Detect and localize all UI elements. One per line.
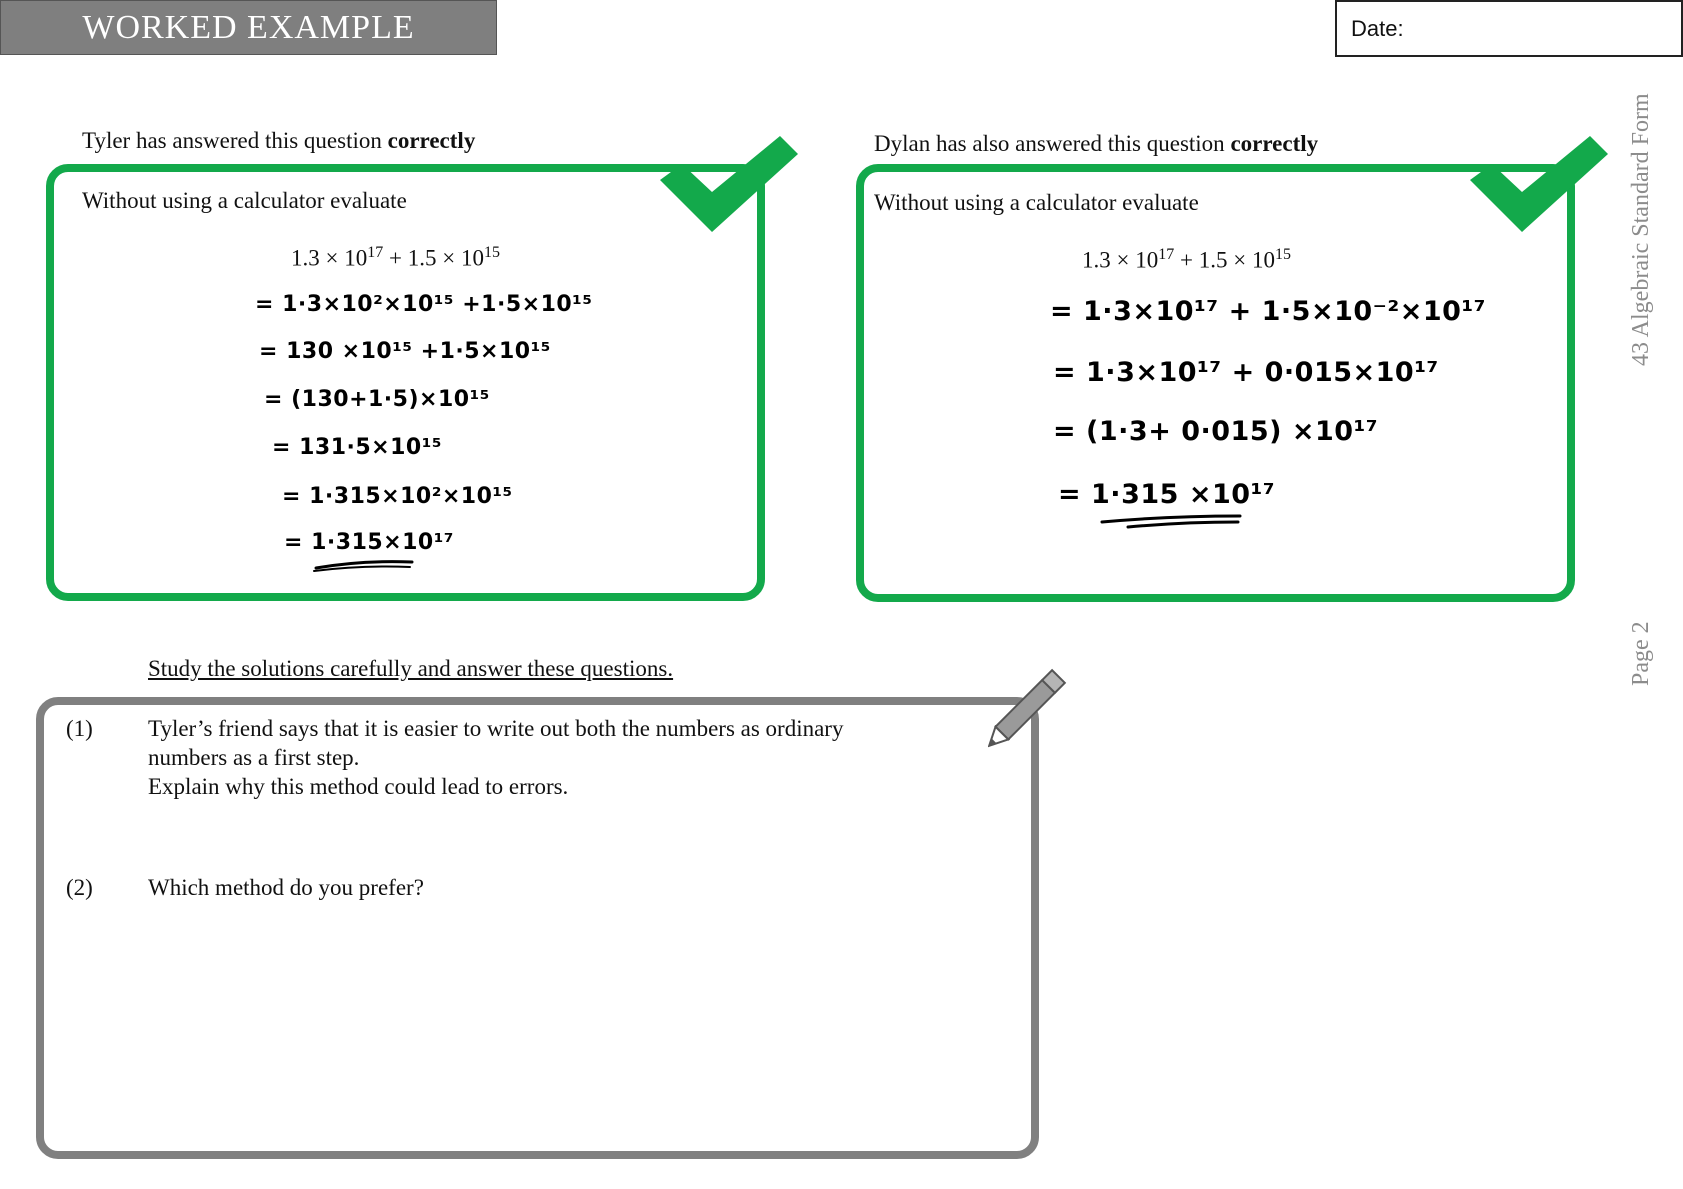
question-2-number: (2) — [66, 875, 93, 900]
instruction-heading: Study the solutions carefully and answer these questions. — [148, 656, 674, 681]
tyler-step-2: = 130 ×10¹⁵ +1·5×10¹⁵ — [259, 339, 551, 364]
expr-term-b: 1.5 × 10 — [1198, 247, 1275, 273]
expr-exp-b: 15 — [1274, 246, 1291, 263]
expr-term-a: 1.3 × 10 — [291, 245, 368, 271]
question-line: numbers as a first step. — [148, 745, 360, 770]
question-1-text — [148, 714, 843, 801]
tyler-intro-text: Tyler has answered this question — [82, 128, 388, 153]
answer-underline — [312, 558, 422, 574]
tyler-intro — [82, 128, 475, 154]
tyler-step-3: = (130+1·5)×10¹⁵ — [264, 387, 490, 412]
question-line: Tyler’s friend says that it is easier to write out both the numbers as ordinary — [148, 716, 844, 741]
dylan-step-2: = 1·3×10¹⁷ + 0·015×10¹⁷ — [1053, 357, 1439, 388]
expr-operator: + — [383, 245, 408, 271]
dylan-expression — [1082, 246, 1291, 274]
checkmark-icon — [1460, 134, 1610, 246]
date-label: Date: — [1351, 16, 1404, 41]
question-line: Which method do you prefer? — [148, 875, 424, 900]
dylan-step-1: = 1·3×10¹⁷ + 1·5×10⁻²×10¹⁷ — [1050, 296, 1487, 327]
dylan-intro — [874, 131, 1318, 157]
expr-exp-a: 17 — [1158, 246, 1175, 263]
checkmark-icon — [650, 134, 800, 246]
dylan-intro-text: Dylan has also answered this question — [874, 131, 1231, 156]
expr-term-b: 1.5 × 10 — [407, 245, 484, 271]
tyler-prompt: Without using a calculator evaluate — [82, 188, 407, 213]
worksheet-title: WORKED EXAMPLE — [0, 0, 497, 55]
dylan-step-3: = (1·3+ 0·015) ×10¹⁷ — [1053, 416, 1379, 447]
tyler-step-4: = 131·5×10¹⁵ — [272, 435, 443, 460]
date-field[interactable] — [1335, 0, 1683, 57]
dylan-final-answer: = 1·315 ×10¹⁷ — [1058, 479, 1276, 510]
dylan-prompt: Without using a calculator evaluate — [874, 190, 1199, 215]
tyler-intro-emphasis: correctly — [387, 128, 476, 153]
page-number: Page 2 — [1628, 621, 1654, 686]
tyler-expression — [291, 244, 500, 272]
question-1-number: (1) — [66, 716, 93, 741]
answer-underline — [1098, 510, 1248, 530]
expr-exp-a: 17 — [367, 244, 384, 261]
tyler-final-answer: = 1·315×10¹⁷ — [284, 530, 455, 555]
dylan-intro-emphasis: correctly — [1230, 131, 1319, 156]
expr-operator: + — [1174, 247, 1199, 273]
question-line: Explain why this method could lead to errors. — [148, 774, 569, 799]
expr-exp-b: 15 — [483, 244, 500, 261]
pencil-icon — [988, 656, 1078, 748]
topic-label: 43 Algebraic Standard Form — [1628, 93, 1654, 366]
expr-term-a: 1.3 × 10 — [1082, 247, 1159, 273]
tyler-step-5: = 1·315×10²×10¹⁵ — [282, 484, 513, 509]
question-2-text — [148, 873, 424, 902]
tyler-step-1: = 1·3×10²×10¹⁵ +1·5×10¹⁵ — [255, 292, 593, 317]
